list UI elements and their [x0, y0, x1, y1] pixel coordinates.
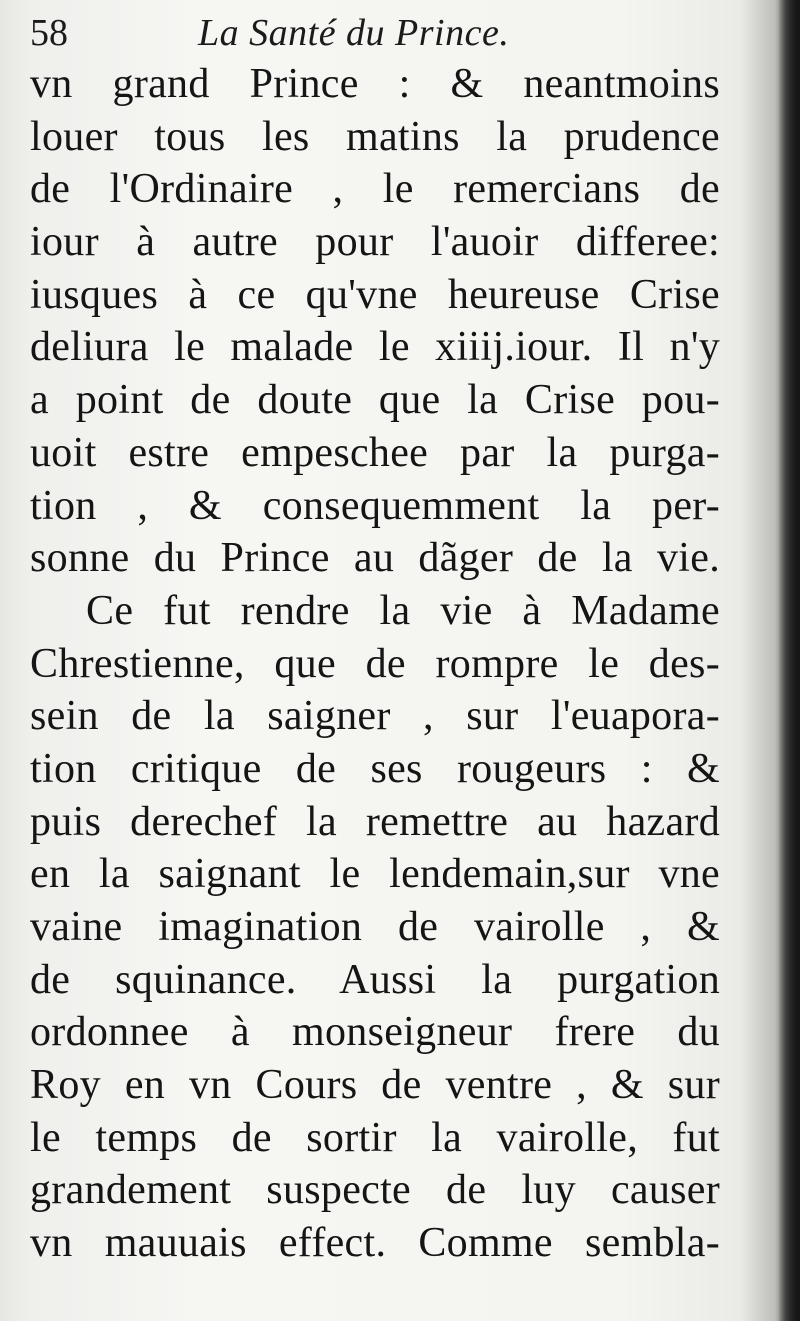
text-line: en la saignant le lendemain,sur vne — [30, 851, 720, 898]
running-title: La Santé du Prince. — [198, 12, 510, 54]
text-line: uoit estre empeschee par la purga- — [30, 429, 720, 476]
text-line: vn grand Prince : & neantmoins — [30, 61, 720, 107]
text-line: sein de la saigner , sur l'euapora- — [30, 693, 720, 740]
text-line: Chrestienne, que de rompre le des- — [30, 640, 720, 687]
text-line: Ce fut rendre la vie à Madame — [86, 587, 720, 634]
text-line: Roy en vn Cours de ventre , & sur — [30, 1062, 720, 1109]
page-edge-shadow — [778, 0, 800, 1321]
paragraph-2 — [30, 585, 720, 1270]
text-line: ordonnee à monseigneur frere du — [30, 1009, 720, 1056]
page-number: 58 — [30, 12, 68, 54]
text-line: puis derechef la remettre au hazard — [30, 798, 720, 845]
text-line: de squinance. Aussi la purgation — [30, 956, 720, 1003]
text-line: iour à autre pour l'auoir differee: — [30, 219, 720, 266]
text-line: tion critique de ses rougeurs : & — [30, 745, 720, 792]
text-line: de l'Ordinaire , le remercians de — [30, 166, 720, 213]
text-line: iusques à ce qu'vne heureuse Crise — [30, 271, 720, 318]
paragraph-1 — [30, 58, 720, 585]
text-line: a point de doute que la Crise pou- — [30, 377, 720, 424]
text-line: grandement suspecte de luy causer — [30, 1167, 720, 1214]
text-line: sonne du Prince au dãger de la vie. — [30, 535, 720, 582]
text-line: tion , & consequemment la per- — [30, 482, 720, 529]
body-text — [30, 58, 720, 1270]
text-line: vaine imagination de vairolle , & — [30, 904, 720, 950]
text-line: deliura le malade le xiiij.iour. Il n'y — [30, 324, 720, 371]
text-line: le temps de sortir la vairolle, fut — [30, 1114, 720, 1161]
text-line: vn mauuais effect. Comme sembla- — [30, 1220, 720, 1267]
text-line: louer tous les matins la prudence — [30, 113, 720, 160]
page-header — [30, 10, 720, 56]
